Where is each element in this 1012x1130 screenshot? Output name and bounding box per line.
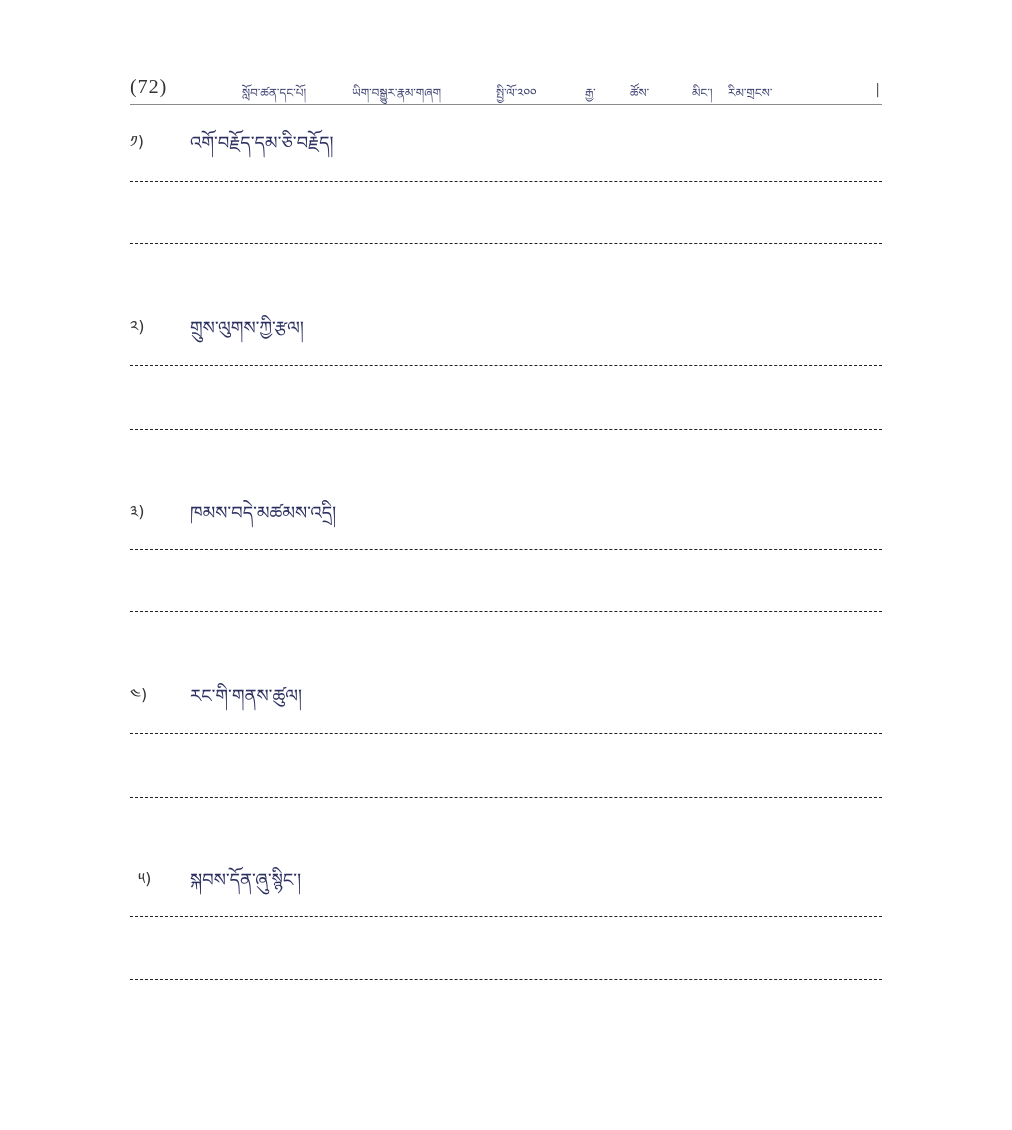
answer-line[interactable] bbox=[130, 611, 882, 612]
answer-line[interactable] bbox=[130, 181, 882, 182]
page-number: (72) bbox=[130, 76, 168, 98]
answer-line[interactable] bbox=[130, 733, 882, 734]
book-title: སློབ་ཚན་དང་པོ། bbox=[242, 86, 307, 100]
question-text: འགོ་བརྗོད་དམ་ཅི་བརྗོད། bbox=[190, 133, 334, 154]
answer-line[interactable] bbox=[130, 916, 882, 917]
page-header bbox=[130, 76, 882, 105]
question-number: ༥) bbox=[138, 869, 152, 888]
name-label: མིང་། bbox=[692, 86, 713, 100]
grade-label: རྒྱ་ bbox=[585, 86, 596, 100]
question-text: ཁམས་བདེ་མཚམས་འདྲི། bbox=[190, 503, 337, 524]
answer-line[interactable] bbox=[130, 243, 882, 244]
subject-label: ཡིག་བསྒྱུར་རྣམ་གཞག bbox=[352, 86, 442, 100]
answer-line[interactable] bbox=[130, 549, 882, 550]
year-field: སྤྱི་ལོ་༢༠༠ bbox=[496, 86, 537, 100]
question-number: ༤) bbox=[130, 685, 148, 704]
answer-line[interactable] bbox=[130, 979, 882, 980]
question-text: རང་གི་གནས་ཚུལ། bbox=[190, 686, 302, 707]
answer-line[interactable] bbox=[130, 797, 882, 798]
question-number: ༡) bbox=[130, 132, 144, 151]
header-end-mark: | bbox=[875, 82, 880, 98]
roll-number-label: རིམ་གྲངས་ bbox=[728, 86, 773, 100]
question-text: གྲུས་ལུགས་ཀྱི་རྩལ། bbox=[190, 318, 304, 339]
answer-line[interactable] bbox=[130, 365, 882, 366]
answer-line[interactable] bbox=[130, 429, 882, 430]
question-number: ༢) bbox=[130, 317, 145, 336]
question-text: སྐབས་དོན་ཞུ་སྙིང་། bbox=[190, 870, 302, 891]
question-number: ༣) bbox=[130, 502, 145, 521]
class-label: ཚོས་ bbox=[630, 86, 650, 100]
